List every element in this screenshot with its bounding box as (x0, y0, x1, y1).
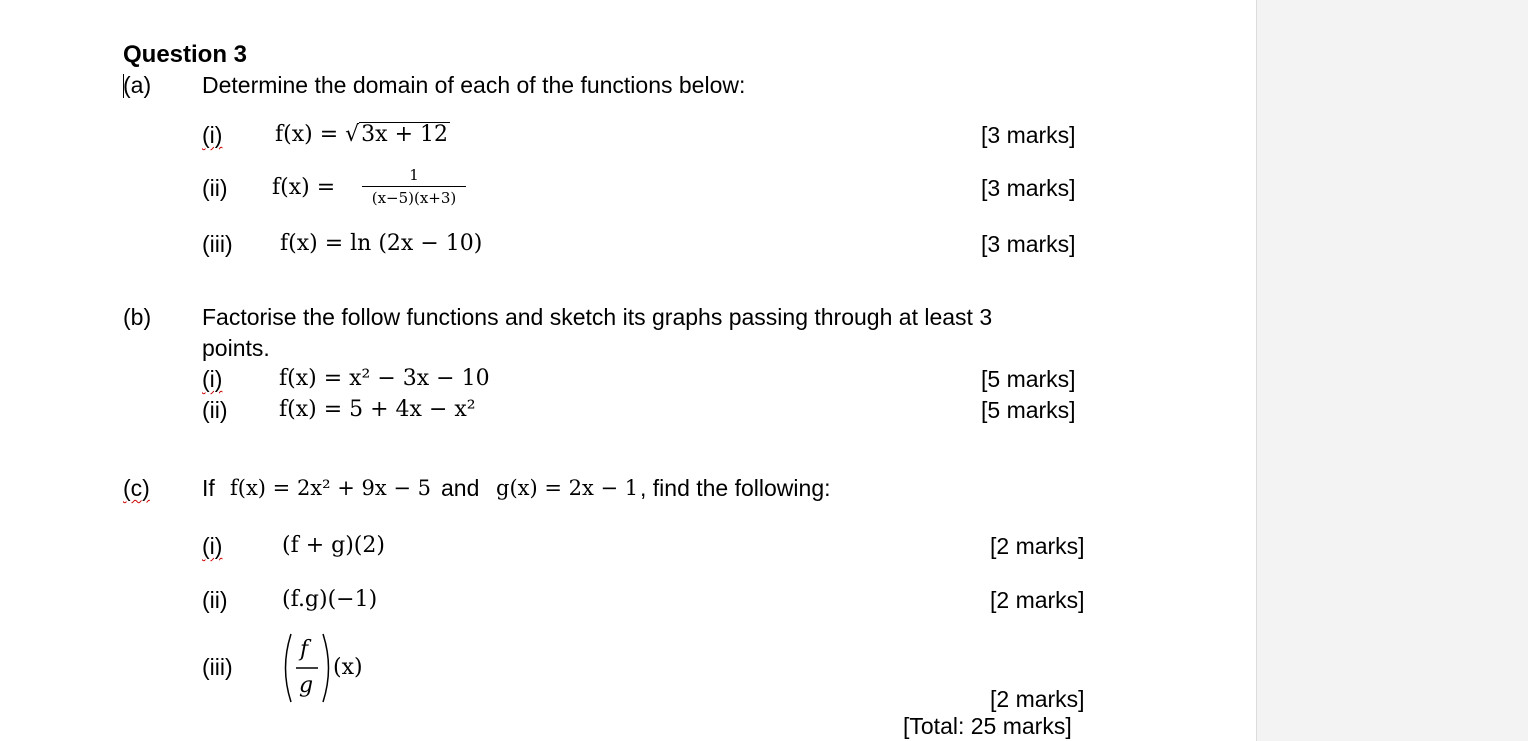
part-c-iii-expression (279, 630, 374, 706)
part-c-i-marks: [2 marks] (990, 533, 1085, 559)
part-a-i-num: (i) (202, 122, 223, 148)
part-a-iii-num: (iii) (202, 231, 233, 257)
part-c-g-definition: g(x) = 2x − 1 (496, 476, 639, 500)
fraction-denominator: (x−5)(x+3) (371, 189, 457, 207)
part-a-text: Determine the domain of each of the functions below: (202, 72, 746, 98)
part-c-i-num: (i) (202, 533, 223, 559)
part-b-i-num: (i) (202, 366, 223, 392)
part-a-iii-expression: f(x) = ln (2x − 10) (280, 231, 483, 256)
part-b-ii-expression: f(x) = 5 + 4x − x² (279, 397, 476, 422)
part-a-i-expression: f(x) = √3x + 12 (275, 122, 448, 147)
part-c-ii-expression: (f.g)(−1) (282, 587, 378, 612)
part-a-iii-marks: [3 marks] (981, 231, 1076, 257)
quotient-denominator: g (299, 673, 314, 698)
part-c-ii-num: (ii) (202, 587, 228, 613)
part-c-iii-marks: [2 marks] (990, 686, 1085, 712)
quotient-argument: (x) (333, 655, 363, 680)
part-a-ii-marks: [3 marks] (981, 175, 1076, 201)
quotient-numerator: f (300, 637, 309, 662)
fraction-numerator: 1 (409, 166, 419, 184)
part-c-iii-num: (iii) (202, 654, 233, 680)
part-c-tail: , find the following: (640, 475, 831, 501)
part-b-ii-marks: [5 marks] (981, 397, 1076, 423)
part-b-ii-num: (ii) (202, 397, 228, 423)
fraction-bar (362, 186, 466, 187)
part-b-label: (b) (123, 304, 152, 330)
part-a-label: (a) (123, 72, 152, 98)
part-b-text-line1: Factorise the follow functions and sketch its graphs passing through at least 3 (202, 304, 993, 330)
part-c-label: (c) (123, 475, 150, 501)
part-c-f-definition: f(x) = 2x² + 9x − 5 (230, 476, 432, 500)
part-c-ii-marks: [2 marks] (990, 587, 1085, 613)
part-b-i-marks: [5 marks] (981, 366, 1076, 392)
part-c-and: and (441, 475, 480, 501)
part-a-ii-lhs: f(x) = (272, 175, 336, 200)
part-b-text-line2: points. (202, 335, 270, 361)
part-a-ii-fraction (362, 166, 466, 207)
question-title: Question 3 (123, 41, 248, 68)
part-a-i-marks: [3 marks] (981, 122, 1076, 148)
part-b-i-expression: f(x) = x² − 3x − 10 (279, 366, 490, 391)
part-a-ii-num: (ii) (202, 175, 228, 201)
part-c-i-expression: (f + g)(2) (282, 533, 385, 558)
total-marks: [Total: 25 marks] (903, 713, 1072, 739)
side-panel (1256, 0, 1528, 741)
part-c-if: If (202, 475, 215, 501)
